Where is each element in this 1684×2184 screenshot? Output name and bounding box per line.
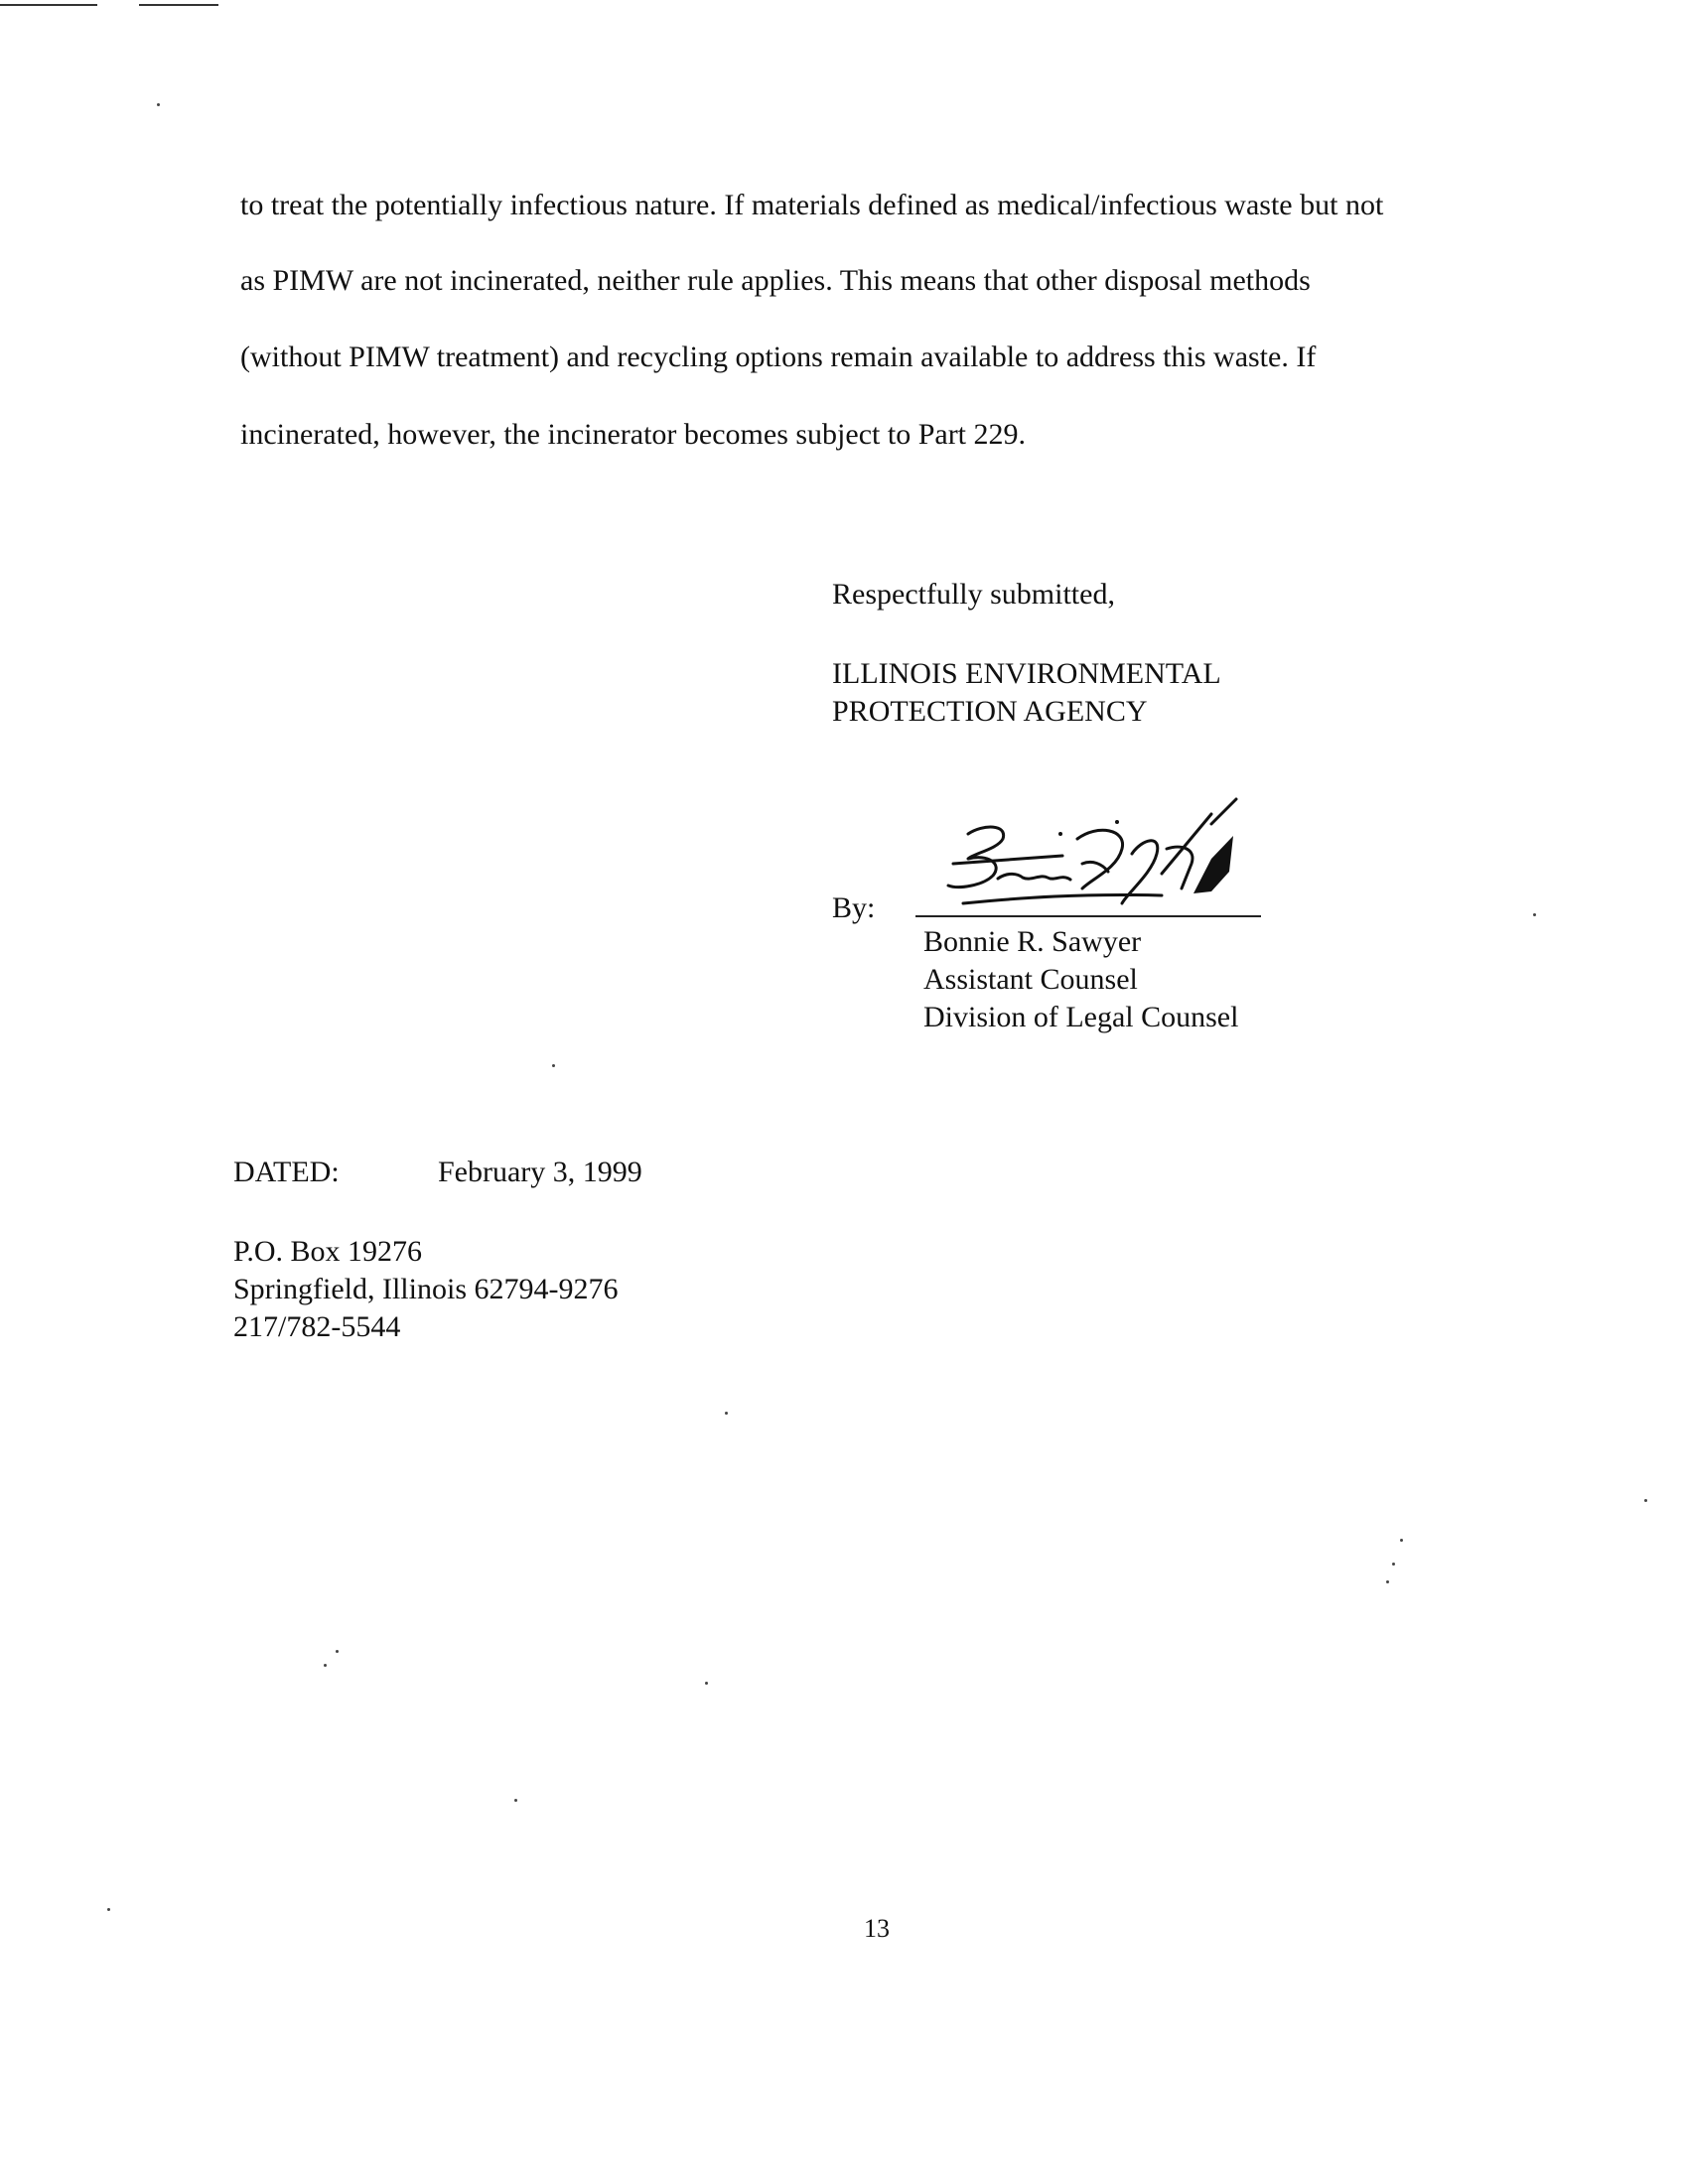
scan-speck — [107, 1908, 110, 1911]
signature-line — [915, 915, 1261, 917]
agency-name-line2: PROTECTION AGENCY — [832, 695, 1148, 728]
scan-speck — [705, 1682, 708, 1685]
scan-speck — [1392, 1563, 1395, 1566]
address-po-box: P.O. Box 19276 — [233, 1235, 423, 1268]
address-city: Springfield, Illinois 62794-9276 — [233, 1273, 619, 1305]
scan-speck — [514, 1799, 517, 1802]
signer-title: Assistant Counsel — [923, 963, 1138, 996]
dated-value: February 3, 1999 — [438, 1156, 642, 1188]
body-line: to treat the potentially infectious nature. If materials defined as medical/infectious waste but not — [240, 189, 1384, 221]
agency-name-line1: ILLINOIS ENVIRONMENTAL — [832, 657, 1221, 690]
scan-speck — [1533, 913, 1536, 916]
scan-speck — [1644, 1499, 1647, 1502]
body-line: (without PIMW treatment) and recycling options remain available to address this waste. If — [240, 341, 1317, 373]
signer-name: Bonnie R. Sawyer — [923, 925, 1142, 958]
scan-speck — [1386, 1580, 1389, 1583]
body-line: as PIMW are not incinerated, neither rule applies. This means that other disposal methods — [240, 264, 1311, 297]
scan-speck — [552, 1064, 555, 1067]
signer-division: Division of Legal Counsel — [923, 1001, 1239, 1033]
by-label: By: — [832, 891, 876, 924]
top-rule-left — [0, 4, 97, 6]
address-phone: 217/782-5544 — [233, 1310, 401, 1343]
top-rule-right — [139, 4, 218, 6]
scan-speck — [336, 1650, 339, 1653]
handwritten-signature — [913, 794, 1281, 933]
scan-speck — [324, 1664, 327, 1667]
scan-speck — [157, 103, 160, 106]
closing-salutation: Respectfully submitted, — [832, 578, 1115, 611]
scan-speck — [1400, 1539, 1403, 1542]
page-number: 13 — [864, 1914, 890, 1943]
body-line: incinerated, however, the incinerator becomes subject to Part 229. — [240, 418, 1027, 451]
scan-speck — [725, 1412, 728, 1415]
dated-label: DATED: — [233, 1156, 340, 1188]
